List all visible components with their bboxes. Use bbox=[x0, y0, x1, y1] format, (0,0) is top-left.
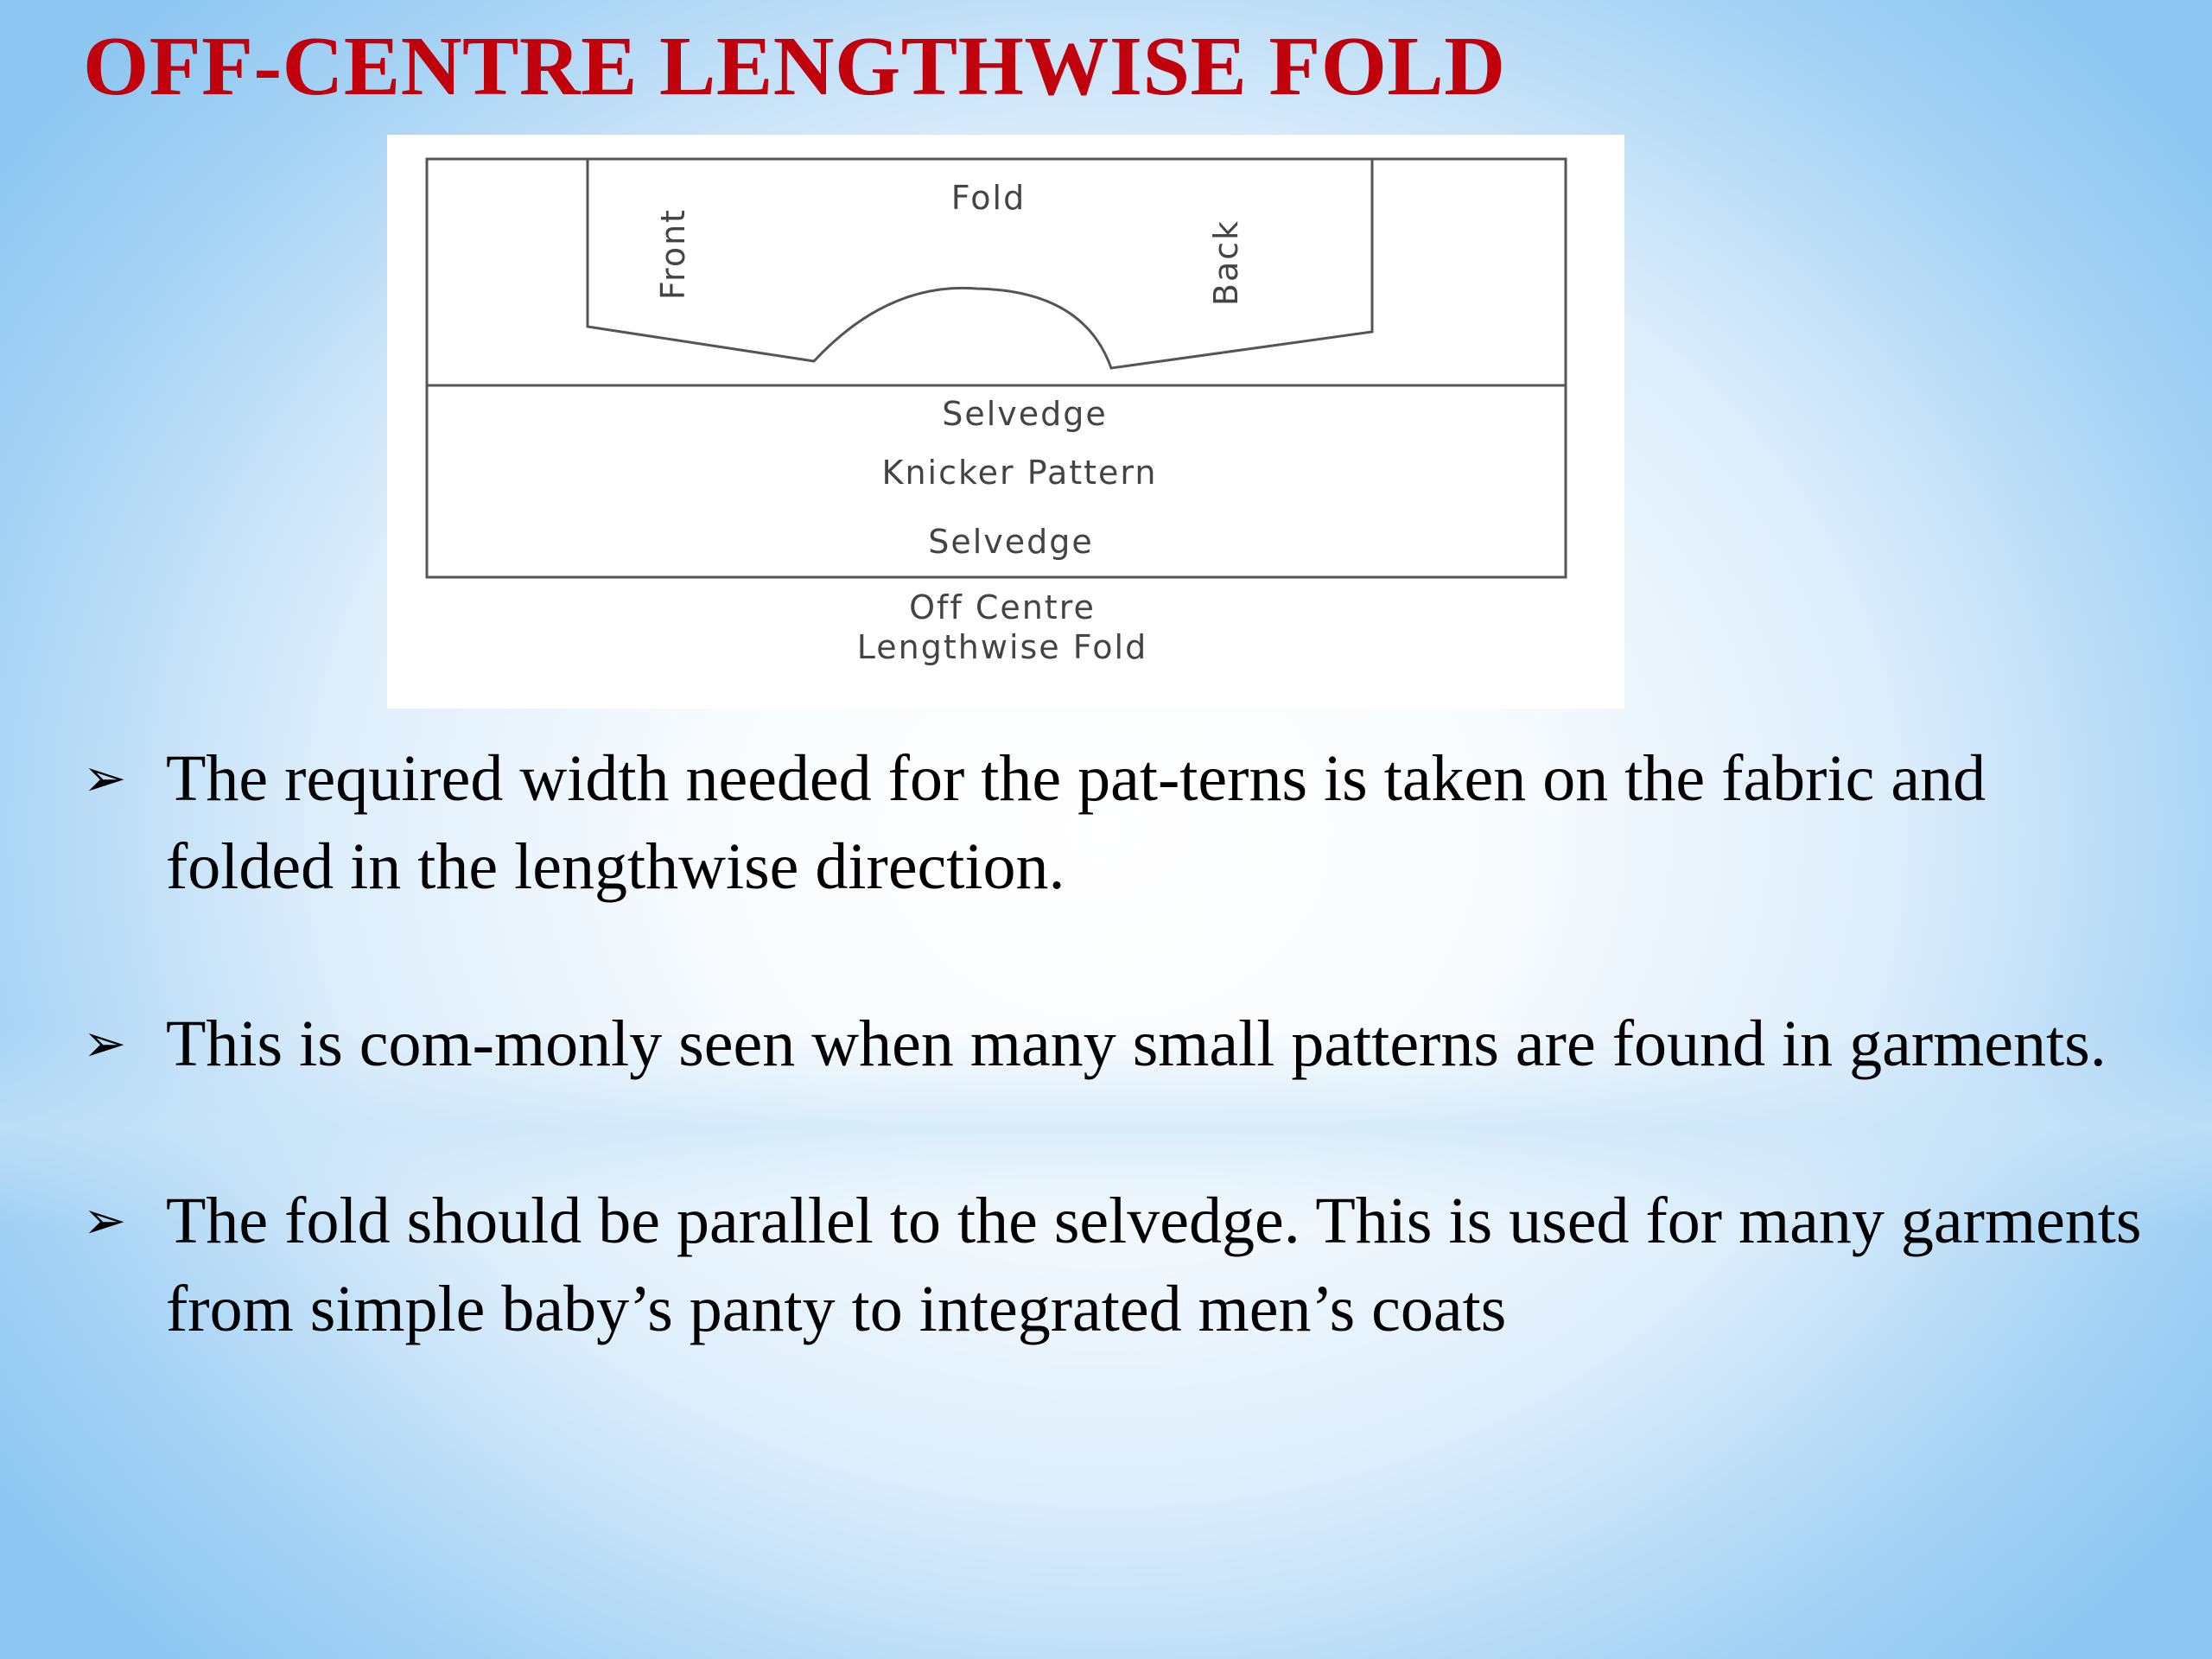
arrow-bullet-icon: ➢ bbox=[83, 1014, 127, 1074]
bullet-text: This is com-monly seen when many small patterns are found in garments. bbox=[166, 1007, 2107, 1080]
fold-label: Fold bbox=[950, 179, 1027, 217]
bullet-item bbox=[83, 1000, 2157, 1088]
front-label: Front bbox=[654, 207, 692, 301]
caption-line1: Off Centre bbox=[909, 588, 1096, 626]
bullet-item bbox=[83, 1177, 2157, 1353]
selvedge-bottom-label: Selvedge bbox=[928, 523, 1094, 561]
fabric-outline bbox=[427, 159, 1566, 577]
bullet-list bbox=[83, 734, 2157, 1442]
caption-line2: Lengthwise Fold bbox=[856, 628, 1148, 666]
knicker-pattern-label: Knicker Pattern bbox=[881, 454, 1158, 492]
back-label: Back bbox=[1207, 219, 1245, 307]
bullet-text: The fold should be parallel to the selvedge. This is used for many garments from simple baby’s panty to integrated men’s coats bbox=[166, 1185, 2142, 1345]
selvedge-top-label: Selvedge bbox=[942, 395, 1108, 433]
bullet-text: The required width needed for the pat-terns is taken on the fabric and folded in the lengthwise direction. bbox=[166, 742, 1986, 903]
slide-title: OFF-CENTRE LENGTHWISE FOLD bbox=[83, 20, 1506, 113]
arrow-bullet-icon: ➢ bbox=[83, 1191, 127, 1251]
off-centre-fold-diagram bbox=[387, 135, 1624, 709]
bullet-item bbox=[83, 734, 2157, 911]
arrow-bullet-icon: ➢ bbox=[83, 748, 127, 809]
